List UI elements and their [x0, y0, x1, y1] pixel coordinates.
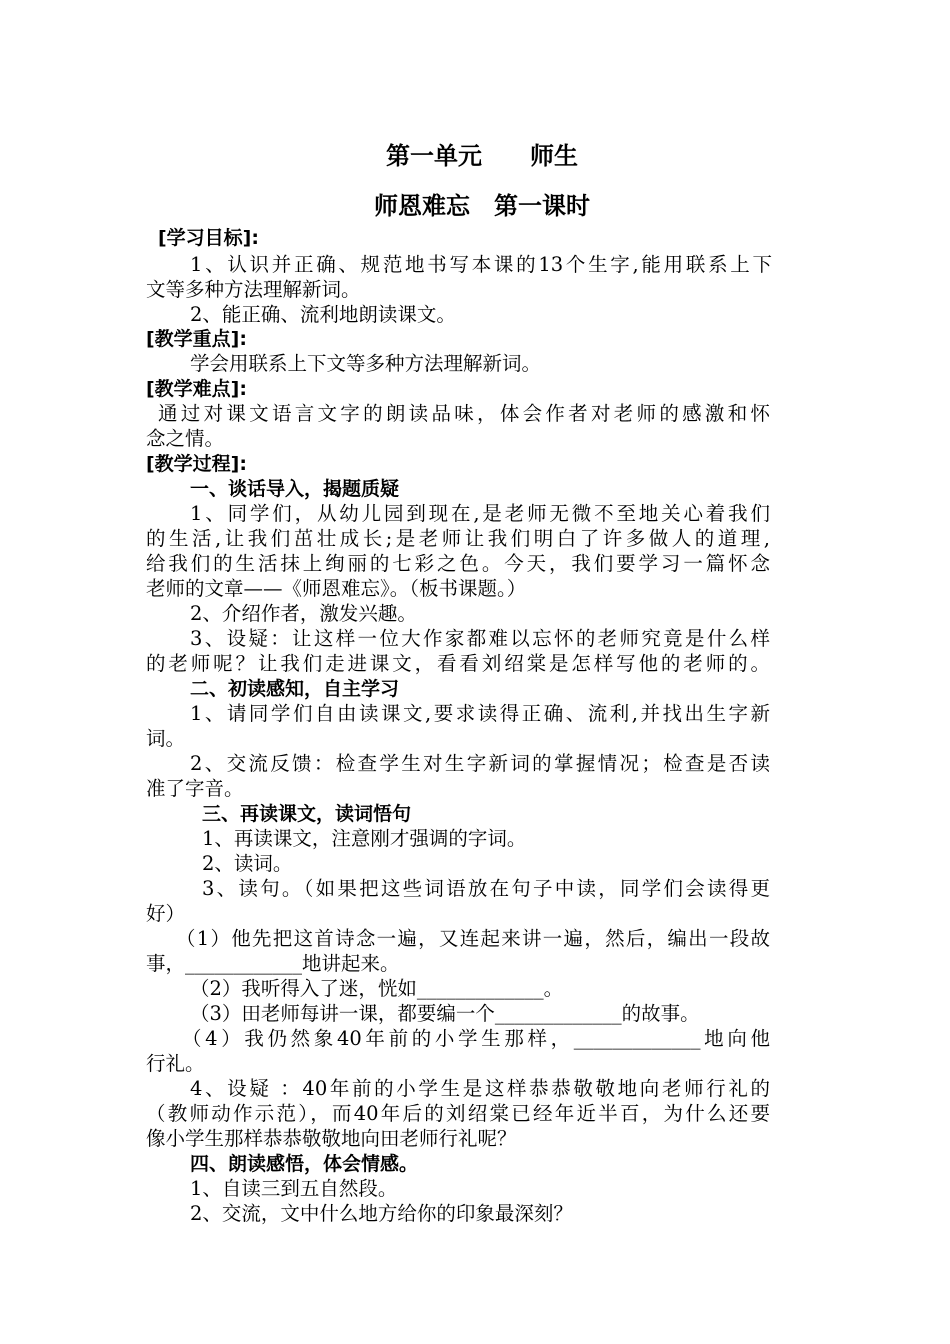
paragraph-line: 1、同学们，从幼儿园到现在,是老师无微不至地关心着我们	[190, 502, 770, 525]
paragraph-line: 1、再读课文，注意刚才强调的字词。	[202, 827, 527, 850]
paragraph-line: 事，____________地讲起来。	[146, 952, 400, 975]
paragraph-line: 的老师呢？让我们走进课文，看看刘绍棠是怎样写他的老师的。	[146, 652, 770, 675]
paragraph-line: 4、设疑 ：40年前的小学生是这样恭恭敬敬地向老师行礼的	[190, 1077, 770, 1100]
paragraph-line: 3、设疑：让这样一位大作家都难以忘怀的老师究竟是什么样	[190, 627, 770, 650]
section-heading-4: 四、朗读感悟，体会情感。	[190, 1153, 419, 1175]
paragraph-line: 好）	[146, 902, 186, 925]
paragraph-line: 1、认识并正确、规范地书写本课的13个生字,能用联系上下	[190, 253, 772, 276]
sentence-item-3: （3）田老师每讲一课，都要编一个_____________的故事。	[190, 1002, 700, 1025]
heading-teaching-focus: [教学重点]:	[146, 328, 247, 350]
paragraph-line: 念之情。	[146, 427, 225, 450]
paragraph-line: 的生活,让我们茁壮成长;是老师让我们明白了许多做人的道理,	[146, 527, 770, 550]
paragraph-line: 1、请同学们自由读课文,要求读得正确、流利,并找出生字新	[190, 702, 770, 725]
paragraph-line: 词。	[146, 727, 186, 750]
sentence-item-1: （1）他先把这首诗念一遍，又连起来讲一遍，然后，编出一段故	[176, 927, 770, 950]
section-heading-1: 一、谈话导入，揭题质疑	[190, 478, 400, 500]
heading-teaching-process: [教学过程]:	[146, 453, 247, 475]
unit-title: 第一单元 师生	[386, 142, 578, 170]
sentence-item-4: （4）我仍然象40年前的小学生那样，_____________地向他	[182, 1027, 770, 1050]
section-heading-3: 三、再读课文，读词悟句	[202, 803, 412, 825]
heading-teaching-difficulty: [教学难点]:	[146, 378, 247, 400]
paragraph-line: 2、介绍作者，激发兴趣。	[190, 602, 417, 625]
paragraph-line: 1、自读三到五自然段。	[190, 1177, 398, 1200]
paragraph-line: 文等多种方法理解新词。	[146, 278, 361, 301]
paragraph-line: 2、交流，文中什么地方给你的印象最深刻？	[190, 1202, 573, 1225]
paragraph-line: 2、读词。	[202, 852, 293, 875]
lesson-title: 师恩难忘 第一课时	[374, 192, 590, 220]
paragraph-line: 准了字音。	[146, 777, 244, 800]
heading-learning-goals: [学习目标]:	[158, 227, 259, 249]
sentence-item-2: （2）我听得入了迷，恍如_____________。	[190, 977, 564, 1000]
paragraph-line: 给我们的生活抹上绚丽的七彩之色。今天，我们要学习一篇怀念	[146, 552, 770, 575]
paragraph-line: 3、读句。（如果把这些词语放在句子中读，同学们会读得更	[202, 877, 770, 900]
paragraph-line: 2、交流反馈：检查学生对生字新词的掌握情况；检查是否读	[190, 752, 770, 775]
paragraph-line: 通过对课文语言文字的朗读品味，体会作者对老师的感激和怀	[158, 402, 770, 425]
paragraph-line: 学会用联系上下文等多种方法理解新词。	[190, 352, 542, 375]
paragraph-line: 像小学生那样恭恭敬敬地向田老师行礼呢？	[146, 1127, 517, 1150]
paragraph-line: 2、能正确、流利地朗读课文。	[190, 303, 456, 326]
paragraph-line: 老师的文章——《师恩难忘》。（板书课题。）	[146, 577, 527, 600]
paragraph-line: 行礼。	[146, 1052, 205, 1075]
paragraph-line: （教师动作示范），而40年后的刘绍棠已经年近半百，为什么还要	[146, 1102, 770, 1125]
section-heading-2: 二、初读感知，自主学习	[190, 678, 400, 700]
